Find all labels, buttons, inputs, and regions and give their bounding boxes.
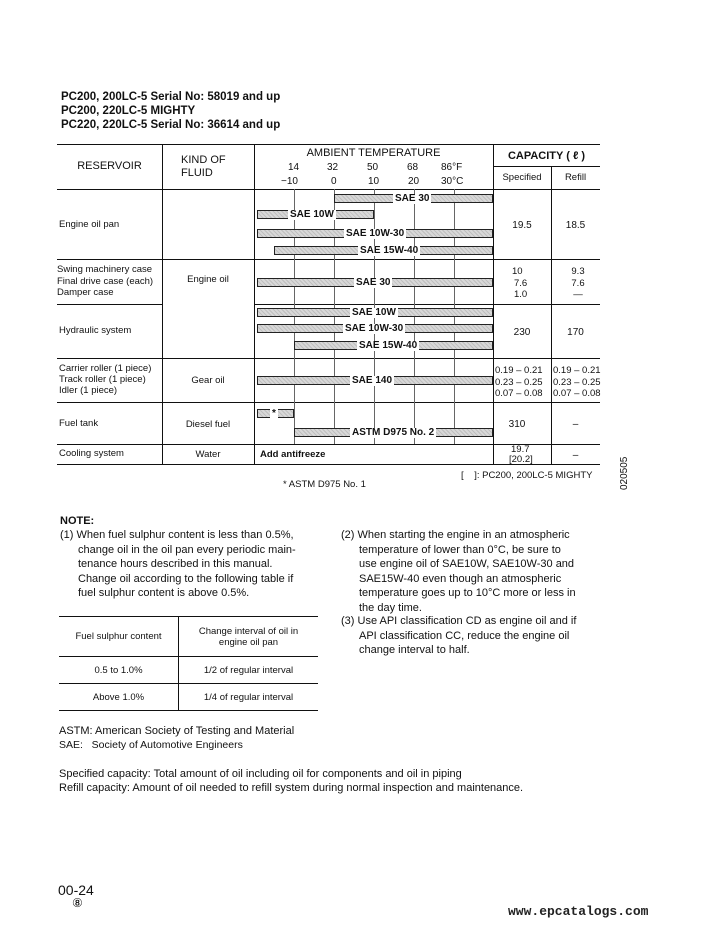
temp-c-4: 30°C [441, 176, 464, 187]
note-title: NOTE: [60, 515, 95, 527]
note-1-line: (1) When fuel sulphur content is less than 0.5%, [60, 529, 294, 541]
temp-f-1: 32 [327, 162, 339, 173]
refill-cooling: – [572, 450, 579, 461]
specified-cooling-2: [20.2] [509, 454, 533, 465]
sulphur-row-2-interval: 1/4 of regular interval [179, 684, 319, 711]
bar-label-sae-30: SAE 30 [395, 193, 430, 204]
col-reservoir: RESERVOIR [77, 160, 142, 172]
bar-label-sae-30-swing: SAE 30 [356, 277, 391, 288]
reservoir-carrier-roller: Carrier roller (1 piece) [59, 363, 152, 374]
footnote-star: * ASTM D975 No. 1 [283, 479, 366, 490]
sulphur-row-1-content: 0.5 to 1.0% [59, 657, 179, 684]
note-1-line: change oil in the oil pan every periodic main- [78, 543, 296, 556]
reservoir-swing: Swing machinery case [57, 264, 153, 275]
note-2-line: temperature goes up to 10°C more or less in [359, 587, 576, 599]
bar-label-sae-10w: SAE 10W [290, 209, 334, 220]
note-2-line: (2) When starting the engine in an atmospheric [341, 529, 570, 541]
bar-label-sae-10w-hyd: SAE 10W [352, 307, 396, 318]
reservoir-track-roller: Track roller (1 piece) [59, 374, 146, 385]
refill-swing-1: 9.3 [571, 266, 585, 277]
bar-label-astm-no2: ASTM D975 No. 2 [352, 427, 435, 438]
specified-roller-3: 0.07 – 0.08 [495, 388, 543, 399]
specified-swing-3: 1.0 [514, 289, 528, 300]
sulphur-table [59, 616, 318, 711]
sulphur-header-2-line: engine oil pan [218, 636, 279, 648]
reservoir-damper: Damper case [57, 287, 114, 298]
sulphur-row-1-interval: 1/2 of regular interval [179, 657, 319, 684]
temp-c-3: 20 [408, 176, 420, 187]
abbrev-sae: SAE: Society of Automotive Engineers [59, 739, 243, 751]
reservoir-final-drive: Final drive case (each) [57, 276, 154, 287]
temp-f-0: 14 [288, 162, 300, 173]
refill-roller-2: 0.23 – 0.25 [553, 377, 601, 388]
header-line-2: PC200, 220LC-5 MIGHTY [61, 105, 196, 117]
temp-c-0: −10 [281, 176, 298, 187]
note-3 [341, 614, 611, 658]
definition-refill: Refill capacity: Amount of oil needed to refill system during normal inspection and maintenance. [59, 782, 524, 794]
fluid-gear-oil: Gear oil [191, 375, 225, 386]
sulphur-row-2-content: Above 1.0% [59, 684, 179, 711]
col-refill: Refill [564, 172, 587, 183]
refill-roller-1: 0.19 – 0.21 [553, 365, 601, 376]
col-temperature: AMBIENT TEMPERATURE [306, 147, 441, 159]
col-fluid-1: KIND OF [181, 154, 226, 166]
header-line-3: PC220, 220LC-5 Serial No: 36614 and up [61, 119, 281, 131]
bar-label-star: * [272, 408, 276, 419]
reservoir-cooling: Cooling system [59, 448, 124, 459]
note-3-line: change interval to half. [359, 644, 470, 656]
temp-c-2: 10 [368, 176, 380, 187]
note-1-line: Change oil according to the following table if [78, 572, 294, 585]
specified-engine-oil-pan: 19.5 [512, 220, 532, 231]
reservoir-hydraulic: Hydraulic system [59, 325, 132, 336]
note-1-line: fuel sulphur content is above 0.5%. [78, 587, 250, 599]
bar-label-sae-15w40: SAE 15W-40 [360, 245, 419, 256]
refill-roller-3: 0.07 – 0.08 [553, 388, 601, 399]
specified-roller-1: 0.19 – 0.21 [495, 365, 543, 376]
side-code: 020505 [619, 456, 630, 490]
reservoir-idler: Idler (1 piece) [59, 385, 118, 396]
specified-fuel: 310 [508, 419, 526, 430]
refill-fuel: – [572, 419, 579, 430]
col-specified: Specified [502, 172, 542, 183]
temp-f-3: 68 [407, 162, 419, 173]
note-2-line: use engine oil of SAE10W, SAE10W-30 and [359, 558, 575, 570]
specified-swing-2: 7.6 [514, 278, 528, 289]
note-3-line: API classification CC, reduce the engine oil [359, 629, 570, 642]
abbrev-astm: ASTM: American Society of Testing and Material [59, 725, 295, 737]
col-fluid-2: FLUID [181, 167, 213, 179]
bar-label-sae-10w30-hyd: SAE 10W-30 [345, 323, 404, 334]
note-2 [341, 528, 611, 615]
refill-swing-2: 7.6 [571, 278, 585, 289]
note-1-line: tenance hours described in this manual. [78, 558, 273, 570]
reservoir-engine-oil-pan: Engine oil pan [59, 219, 120, 230]
bar-label-sae-10w30: SAE 10W-30 [346, 228, 405, 239]
sulphur-header-1: Fuel sulphur content [59, 617, 179, 657]
fluid-engine-oil: Engine oil [187, 274, 229, 285]
temp-f-2: 50 [367, 162, 379, 173]
cooling-add-antifreeze: Add antifreeze [260, 449, 326, 460]
note-2-line: the day time. [359, 601, 422, 614]
watermark: www.epcatalogs.com [508, 904, 649, 919]
specified-hydraulic: 230 [513, 327, 531, 338]
col-capacity: CAPACITY ( ℓ ) [507, 150, 586, 162]
revision-mark: ⑧ [72, 896, 83, 910]
footnote-bracket: [ ]: PC200, 200LC-5 MIGHTY [461, 470, 593, 481]
note-3-line: (3) Use API classification CD as engine oil and if [341, 615, 577, 627]
note-1 [60, 528, 330, 601]
refill-engine-oil-pan: 18.5 [565, 220, 586, 231]
note-2-line: temperature of lower than 0°C, be sure to [359, 543, 561, 556]
refill-hydraulic: 170 [567, 327, 584, 338]
header-line-1: PC200, 200LC-5 Serial No: 58019 and up [61, 91, 281, 103]
refill-swing-3: — [573, 289, 583, 300]
fluid-diesel: Diesel fuel [185, 419, 231, 430]
sulphur-header-2-line: Change interval of oil in [198, 625, 299, 637]
bar-label-sae-15w40-hyd: SAE 15W-40 [359, 340, 418, 351]
fluid-water: Water [195, 449, 221, 460]
specified-swing-1: 10 [512, 266, 523, 277]
specified-cooling-1: 19.7 [511, 444, 530, 455]
temp-c-1: 0 [331, 176, 337, 187]
note-2-line: SAE15W-40 even though an atmospheric [359, 572, 562, 585]
bar-label-sae-140: SAE 140 [352, 375, 393, 386]
page-number: 00-24 [58, 882, 94, 898]
temp-f-4: 86°F [441, 162, 463, 173]
definition-specified: Specified capacity: Total amount of oil including oil for components and oil in piping [59, 768, 462, 780]
sulphur-header-2 [179, 617, 319, 657]
reservoir-fuel-tank: Fuel tank [59, 418, 99, 429]
specified-roller-2: 0.23 – 0.25 [495, 377, 543, 388]
